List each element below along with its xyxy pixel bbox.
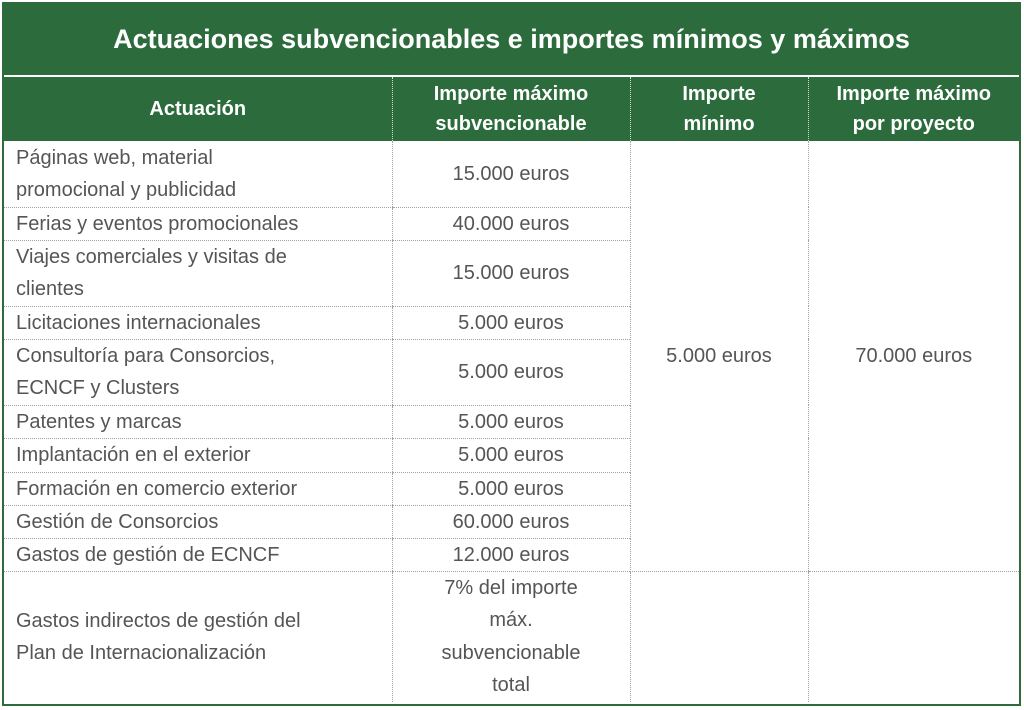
actuacion-cell: Páginas web, material promocional y publicidad (4, 141, 392, 207)
header-importe-maximo-subvencionable: Importe máximo subvencionable (392, 77, 630, 141)
actuacion-cell: Licitaciones internacionales (4, 306, 392, 339)
importe-cell: 5.000 euros (392, 306, 630, 339)
empty-cell (630, 571, 808, 702)
importe-cell: 40.000 euros (392, 207, 630, 240)
header-importe-minimo: Importe mínimo (630, 77, 808, 141)
header-actuacion: Actuación (4, 77, 392, 141)
importe-cell: 5.000 euros (392, 339, 630, 405)
table-title: Actuaciones subvencionables e importes mínimos y máximos (4, 4, 1019, 77)
table-row (4, 571, 1019, 702)
table-row (4, 141, 1019, 207)
actuacion-cell: Gastos indirectos de gestión del Plan de Internacionalización (16, 609, 301, 664)
actuacion-cell: Gastos de gestión de ECNCF (4, 538, 392, 571)
importe-cell: 15.000 euros (392, 141, 630, 207)
actuacion-cell: Gestión de Consorcios (4, 505, 392, 538)
importe-cell: 7% del importe máx. subvencionable total (392, 571, 630, 702)
importe-maximo-proyecto-cell: 70.000 euros (808, 141, 1019, 571)
actuacion-cell: Patentes y marcas (4, 405, 392, 438)
actuacion-cell: Viajes comerciales y visitas de clientes (4, 240, 392, 306)
importe-minimo-cell: 5.000 euros (630, 141, 808, 571)
actuacion-cell: Ferias y eventos promocionales (4, 207, 392, 240)
actuacion-cell: Implantación en el exterior (4, 438, 392, 472)
importe-cell: 12.000 euros (392, 538, 630, 571)
subsidy-table (4, 77, 1019, 702)
header-row (4, 77, 1019, 141)
subsidy-table-container (2, 2, 1021, 706)
empty-cell (808, 571, 1019, 702)
importe-cell: 5.000 euros (392, 405, 630, 438)
actuacion-cell: Consultoría para Consorcios, ECNCF y Clusters (4, 339, 392, 405)
importe-cell: 60.000 euros (392, 505, 630, 538)
header-importe-maximo-proyecto: Importe máximo por proyecto (808, 77, 1019, 141)
importe-cell: 5.000 euros (392, 438, 630, 472)
importe-cell: 5.000 euros (392, 472, 630, 505)
importe-cell: 15.000 euros (392, 240, 630, 306)
actuacion-cell: Formación en comercio exterior (4, 472, 392, 505)
